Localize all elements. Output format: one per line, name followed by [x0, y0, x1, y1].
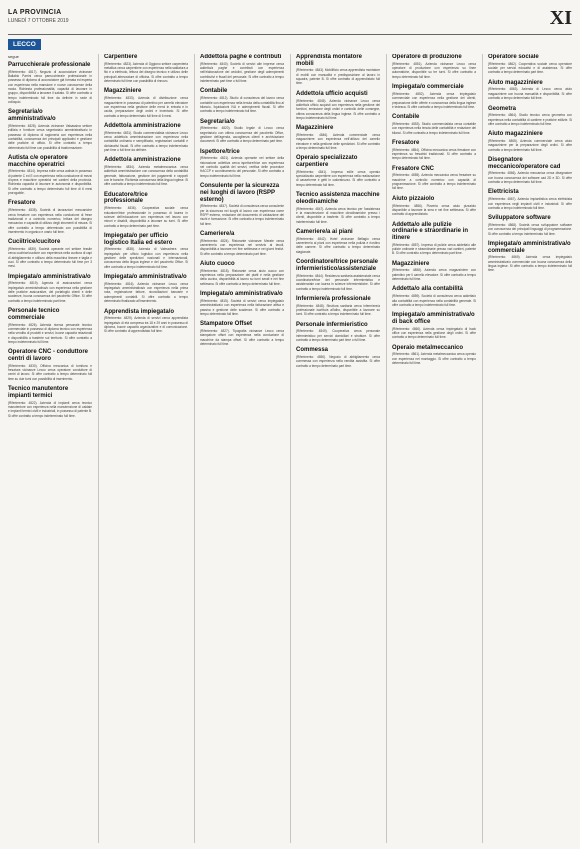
listing-column [290, 54, 380, 843]
job-ad [104, 54, 188, 83]
job-ad [200, 149, 284, 178]
job-description: (Riferimento: 4815). Società di servizi cerca impiegata/o amministrativa/o con esperienza nella fatturazione attiva e passiva e gestione delle scadenze. Si offre contratto a tempo determinato full time. [200, 298, 284, 316]
job-description: (Riferimento: 4855). Azienda meccanica cerca fresatore su macchine a controllo numerico con capacità di programmazione. Si offre contratto a tempo indeterminato full time. [392, 173, 476, 191]
job-ad [392, 261, 476, 282]
job-description: (Riferimento: 4823). Azienda di Oggiono settore carpenteria metallica cerca carpentiere con esperienza nella saldatura a filo e a elettrodo, lettura del disegno tecnico e utilizzo delle principali attrezzature di officina. Si offre contratto a tempo determinato full time con possibilità di rinnovo. [104, 61, 188, 84]
listing-column [98, 54, 188, 843]
job-title: Addetto/a ufficio acquisti [296, 90, 368, 97]
job-title: Operaio metalmeccanico [392, 344, 464, 351]
job-ad [296, 322, 380, 343]
job-ad [296, 347, 380, 368]
job-ad [392, 166, 476, 191]
job-title: Operaio specializzato carpentiere [296, 155, 358, 169]
job-title: Segretaria/o [200, 118, 235, 125]
job-description: (Riferimento: 4854). Officina meccanica cerca fresatore con esperienza su fresatrici tradizionali. Si offre contratto a tempo determinato full time. [392, 147, 476, 161]
job-title: Educatore/trice professionale [104, 191, 148, 205]
job-ad [392, 140, 476, 161]
job-title: Impiegata/o amministrativa/o commerciale [488, 240, 571, 254]
job-title: Fresatore CNC [392, 165, 435, 172]
job-title: Stampatore Offset [200, 321, 253, 328]
job-title: Addetta/o alla contabilità [392, 286, 464, 293]
job-title: Aiuto cuoco [200, 261, 235, 268]
job-ad [8, 155, 92, 196]
job-description: (Riferimento: 4819). Agenzia di assicurazioni cerca impiegata/o amministrativa/o con esperienza nella gestione delle pratiche assicurative, del portafoglio clienti e delle scadenze, buona conoscenza del pacchetto Office. Si offre contratto a tempo indeterminato part time. [8, 281, 92, 303]
job-description: (Riferimento: 4852). Azienda cerca impiegata/o commerciale con esperienza nella gestione dei clienti, preparazione delle offerte e conoscenza della lingua inglese e tedesca. Si offre contratto a tempo indeterminato full time. [392, 91, 476, 109]
job-listings [8, 54, 572, 843]
job-ad [8, 274, 92, 303]
job-description: (Riferimento: 4861). Azienda metalmeccanica cerca operaio con esperienza nel montaggio. Si offre contratto a tempo determinato full time. [392, 352, 476, 366]
job-description: (Riferimento: 4851). Azienda vicinanze Lecco cerca operatore di produzione con esperienza su linee automatiche, disponibile su tre turni. Si offre contratto a tempo determinato full time. [392, 61, 476, 79]
job-description: (Riferimento: 4846). Azienda commerciale cerca magazziniere con esperienza nell'utilizzo del carrello elevatore e nella gestione delle spedizioni. Si offre contratto a tempo determinato full time. [296, 132, 380, 150]
job-description: (Riferimento: 4837). Società di consulenza cerca consulente per la sicurezza nei luoghi di lavoro con esperienza come RSPP esterno, redazione del documento di valutazione dei rischi e formazione. Si offre contratto a tempo indeterminato full time. [200, 204, 284, 226]
job-title: Magazziniere [296, 125, 334, 132]
job-description: (Riferimento: 4833). Azienda di distribuzione cerca magazziniere in possesso di patentino per carrello elevatore con esperienza nella gestione delle merci in entrata e in uscita, preparazione degli ordini e inventario. Si offre contratto a tempo determinato full time di 6 mesi. [104, 96, 188, 118]
job-ad [200, 119, 284, 144]
job-title: Impiegata/o amministrativa/o [8, 273, 91, 280]
job-description: (Riferimento: 4839). Società operante nel settore tessile cerca cucitrice/cucitore con esperienza nella cucitura di capi di abbigliamento e utilizzo della macchina lineare e taglia e cuci. Si offre contratto a tempo determinato full time per 3 mesi. [8, 246, 92, 269]
job-description: (Riferimento: 4838). Azienda di Valmadrera cerca impiegata/o per ufficio logistico con esperienza nella gestione delle spedizioni nazionali e internazionali, conoscenza della lingua inglese e del pacchetto Office. Si offre contratto a tempo indeterminato full time. [104, 247, 188, 269]
job-title: Commessa [296, 347, 329, 354]
job-ad [104, 157, 188, 186]
job-ad [488, 106, 572, 127]
job-description: (Riferimento: 4867). Azienda impiantistica cerca elettricista con esperienza negli impianti civili e industriali. Si offre contratto a tempo indeterminato full time. [488, 197, 572, 210]
job-title: Personale infermieristico [296, 321, 368, 328]
job-ad [488, 215, 572, 236]
section-tab: LECCO [8, 39, 41, 50]
job-title: Autista c/e operatore macchine operatrici [8, 154, 68, 168]
job-title: Cameriere/a [200, 230, 235, 237]
job-description: (Riferimento: 4828). Azienda vicinanze Valsassina settore edilizia e forniture cerca segretaria/o amministrativa/o in possesso di diploma di ragioneria con esperienza nella contabilità, conoscenza dei principali applicativi e gestione delle pratiche di ufficio. Si offre contratto a tempo determinato full time con possibilità di trasformazione. [8, 123, 92, 150]
job-title: Ispettore/trice [200, 148, 240, 155]
job-description: (Riferimento: 4821). Azienda operante nel settore della ristorazione collettiva cerca ispettore/trice con esperienza nel controllo qualità dei servizi, verifica delle procedure HACCP e coordinamento del personale. Si offre contratto a tempo indeterminato full time. [200, 156, 284, 178]
job-ad [8, 308, 92, 344]
publication-name: LA PROVINCIA [8, 9, 62, 16]
job-title: Operatore di produzione [392, 54, 462, 60]
job-title: Consulente per la sicurezza nei luoghi di lavoro (RSPP esterno) [200, 183, 280, 203]
listing-column [8, 54, 92, 843]
page-number: XI [549, 7, 572, 29]
job-ad [392, 84, 476, 109]
job-ad [104, 192, 188, 228]
job-ad [296, 192, 380, 224]
job-title: Aiuto magazziniere [488, 79, 543, 86]
job-description: (Riferimento: 4865). Azienda commerciale cerca aiuto magazziniere per la preparazione degli ordini. Si offre contratto a tempo determinato full time. [488, 138, 572, 152]
job-ad [104, 123, 188, 152]
job-title: Disegnatore meccanico/operatore cad [488, 157, 561, 170]
job-title: Cuciitrice/cucitore [8, 239, 61, 246]
job-title: Addetto/a amministrazione [104, 157, 181, 164]
job-ad [8, 386, 92, 418]
job-ad [200, 321, 284, 346]
job-title: Carpentiere [104, 54, 138, 60]
job-ad [296, 125, 380, 150]
job-description: (Riferimento: 4830). Officina meccanica di tornitura e fresatura vicinanze Lecco cerca operatore conduttore di centri di lavoro. Si offre contratto a tempo determinato full time su due turni con possibilità di inserimento. [8, 363, 92, 381]
job-title: Addetta/o alle pulizie ordinarie e straordinarie in itinere [392, 221, 469, 241]
job-ad [8, 349, 92, 381]
job-ad [200, 291, 284, 316]
job-title: Addetto/a paghe e contributi [200, 54, 282, 60]
job-ad [104, 233, 188, 269]
job-description: (Riferimento: 4844). Residenza sanitaria assistenziale cerca coordinatore/trice del personale infermieristico e assistenziale con laurea in scienze infermieristiche. Si offre contratto a tempo indeterminato full time. [296, 273, 380, 291]
job-title: Aiuto pizzaiolo [392, 195, 435, 202]
job-ad [8, 239, 92, 268]
job-ad [488, 241, 572, 273]
publication-date: LUNEDÌ 7 OTTOBRE 2019 [8, 18, 69, 24]
job-ad [8, 62, 92, 104]
job-ad [296, 229, 380, 254]
job-ad [488, 157, 572, 184]
job-ad [392, 222, 476, 256]
job-description: (Riferimento: 4829). Azienda di servizi cerca apprendista impiegata/o di età compresa tra 18 e 29 anni in possesso di diploma, buone capacità organizzative e di comunicazione. Si offre contratto di apprendistato full time. [104, 316, 188, 334]
job-title: Apprendista impiegata/o [104, 308, 175, 315]
job-title: Cameriere/a ai piani [296, 228, 353, 235]
job-ad [8, 109, 92, 150]
job-description: (Riferimento: 4847). Azienda cerca tecnico per l'assistenza e la manutenzione di macchine oleodinamiche presso i clienti, disponibile a trasferte. Si offre contratto a tempo indeterminato full time. [296, 206, 380, 224]
listing-column [194, 54, 284, 843]
job-title: Impiegata/o amministrativa/o di back office [392, 312, 475, 325]
job-ad [392, 286, 476, 307]
job-title: Tecnico manutentore impianti termici [8, 386, 69, 399]
job-description: (Riferimento: 4866). Azienda meccanica cerca disegnatore con buona conoscenza dei software cad 2D e 3D. Si offre contratto a tempo determinato full time. [488, 171, 572, 185]
job-title: Operatore CNC - conduttore centri di lavoro [8, 349, 89, 362]
job-ad [296, 155, 380, 187]
continued-label: segue [8, 54, 19, 59]
job-title: Coordinatore/trice personale infermieristico/assistenziale [296, 259, 379, 272]
job-description: (Riferimento: 4834). Azienda metalmeccanica cerca addetto/a amministrazione con conoscenza della contabilità generale, fatturazione, gestione dei pagamenti e rapporti con le banche. Richiesta conoscenza della lingua inglese. Si offre contratto a tempo indeterminato full time. [104, 165, 188, 187]
job-description: (Riferimento: 4864). Studio tecnico cerca geometra con esperienza nella contabilità di cantiere e pratiche edilizie. Si offre contratto a tempo indeterminato full time. [488, 113, 572, 126]
job-description: (Riferimento: 4831). Studio commercialista vicinanze Lecco cerca addetto/a amministrazione con esperienza nella contabilità ordinaria e semplificata, registrazioni contabili e dichiarativi fiscali. Si offre contratto a tempo indeterminato part time o full time da definire. [104, 130, 188, 152]
job-description: (Riferimento: 4812). Studio di consulenza del lavoro cerca contabile con esperienza nella tenuta della contabilità fino al bilancio, liquidazioni IVA e adempimenti fiscali. Si offre contratto a tempo indeterminato full time. [200, 96, 284, 114]
job-ad [104, 309, 188, 334]
job-title: Impiegata/o per ufficio logistico Italia ed estero [104, 232, 173, 246]
job-description: (Riferimento: 4850). Negozio di abbigliamento cerca commessa con esperienza nella vendita assistita. Si offre contratto a tempo determinato part time. [296, 355, 380, 368]
job-ad [392, 114, 476, 135]
masthead [8, 4, 572, 35]
job-description: (Riferimento: 4827). Tipografia vicinanze Lecco cerca stampatore offset con esperienza nella conduzione di macchine da stampa offset. Si offre contratto a tempo determinato full time. [200, 328, 284, 346]
job-ad [392, 54, 476, 79]
job-title: Contabile [200, 88, 228, 95]
job-ad [296, 91, 380, 120]
job-title: Aiuto magazziniere [488, 131, 543, 138]
job-ad [104, 274, 188, 303]
job-description: (Riferimento: 4836). Cooperativa sociale cerca educatore/trice professionale in possesso di laurea in scienze dell'educazione con esperienza nel lavoro con minori e disabili, disponibilità a lavorare su turni. Si offre contratto a tempo determinato part time. [104, 206, 188, 228]
job-title: Addetto/a amministrazione [104, 122, 181, 129]
job-title: Apprendista montatore mobili [296, 54, 363, 67]
job-ad [104, 88, 188, 117]
job-description: (Riferimento: 4856). Pizzeria cerca aiuto pizzaiolo disponibile a lavorare la sera e nei fine settimana. Si offre contratto di apprendistato. [392, 203, 476, 217]
job-ad [392, 345, 476, 366]
job-description: (Riferimento: 4840). Società di servizi alle imprese cerca addetto/a paghe e contributi con esperienza nell'elaborazione dei cedolini, gestione degli adempimenti contributivi e fiscali del personale. Si offre contratto a tempo indeterminato part time o full time. [200, 61, 284, 84]
job-description: (Riferimento: 4868). Società cerca sviluppatore software con conoscenza dei principali linguaggi di programmazione. Si offre contratto a tempo indeterminato full time. [488, 222, 572, 236]
job-description: (Riferimento: 4814). Impresa edile cerca autista in possesso di patente C ed E con esperienza nella conduzione di mezzi d'opera e macchine operatrici nei cantieri della provincia. Richiesta capacità di lavorare in autonomia e disponibilità. Si offre contratto a tempo determinato full time di 6 mesi prorogabile. [8, 169, 92, 196]
job-ad [296, 259, 380, 291]
job-title: Fresatore [8, 200, 36, 207]
listing-column [386, 54, 476, 843]
job-ad [488, 54, 572, 75]
job-title: Magazziniere [104, 88, 142, 95]
job-title: Fresatore [392, 139, 420, 146]
job-ad [8, 200, 92, 234]
job-description: (Riferimento: 4826). Azienda ricerca personale tecnico commerciale in possesso di diploma tecnico con esperienza nella vendita di prodotti e servizi, buone capacità relazionali e disponibilità a trasferte sul territorio. Si offre contratto a tempo indeterminato full time. [8, 322, 92, 344]
job-title: Infermiere/a professionale [296, 295, 371, 302]
listing-column [482, 54, 572, 843]
job-ad [392, 312, 476, 339]
job-description: (Riferimento: 4842). Hotel vicinanze Bellagio cerca cameriere/a ai piani con esperienza nella pulizia e riordino delle camere. Si offre contratto a tempo determinato stagionale. [296, 236, 380, 254]
job-title: Sviluppatore software [488, 215, 551, 222]
job-title: Geometra [488, 105, 517, 112]
job-title: Tecnico assistenza macchine oleodinamiche [296, 192, 380, 205]
job-description: (Riferimento: 4843). Mobilificio cerca apprendista montatore di mobili con manualità e predisposizione al lavoro in squadra, patente B. Si offre contratto di apprendistato full time. [296, 68, 380, 86]
job-description: (Riferimento: 4863). Azienda di Lecco cerca aiuto magazziniere con buona manualità e disponibilità. Si offre contratto a tempo determinato full time. [488, 87, 572, 101]
job-description: (Riferimento: 4849). Cooperativa cerca personale infermieristico per servizi domiciliari e strutture. Si offre contratto a tempo determinato part time o full time. [296, 329, 380, 343]
job-description: (Riferimento: 4869). Azienda cerca impiegata/o amministrativa/o commerciale con buona conoscenza della lingua inglese. Si offre contratto a tempo indeterminato full time. [488, 255, 572, 273]
job-ad [200, 88, 284, 113]
job-title: Segretaria/o amministrativa/o [8, 109, 56, 123]
job-title: Impiegata/o amministrativa/o [104, 274, 187, 281]
job-ad [296, 296, 380, 317]
job-ad [200, 261, 284, 286]
job-description: (Riferimento: 4835). Società di lavorazioni meccaniche cerca fresatore con esperienza nella conduzione di frese tradizionali e a controllo numerico, lettura del disegno meccanico e capacità di utilizzo degli strumenti di misura. Si offre contratto a tempo determinato con possibilità di inserimento in organico e orario full time. [8, 208, 92, 234]
job-description: (Riferimento: 4824). Ristorante vicinanze Merate cerca cameriere/a con esperienza nel servizio ai tavoli, disponibilità a lavorare nei fine settimana e nei giorni festivi. Si offre contratto a tempo determinato part time. [200, 238, 284, 256]
job-description: (Riferimento: 4848). Struttura sanitaria cerca infermiere/a professionale iscritto/a all'albo, disponibile a lavorare su turni. Si offre contratto a tempo indeterminato full time. [296, 303, 380, 317]
job-title: Magazziniere [392, 260, 430, 267]
job-description: (Riferimento: 4820). Studio legale di Lecco cerca segretaria/o con ottima conoscenza del pacchetto Office, gestione dell'agenda, accoglienza clienti e archiviazione documenti. Si offre contratto a tempo determinato part time. [200, 126, 284, 144]
job-ad [296, 54, 380, 86]
job-description: (Riferimento: 4857). Impresa di pulizie cerca addetta/o alle pulizie ordinarie e straordinarie presso vari cantieri, patente B. Si offre contratto a tempo determinato part time. [392, 242, 476, 256]
job-ad [488, 189, 572, 210]
job-ad [488, 80, 572, 101]
job-description: (Riferimento: 4822). Azienda di impianti cerca tecnico manutentore con esperienza nella manutenzione di caldaie e impianti termici civili e industriali, in possesso di patente B. Si offre contratto a tempo indeterminato full time. [8, 400, 92, 418]
job-description: (Riferimento: 4816). Azienda vicinanze Lecco cerca impiegata/o amministrativa/o con esperienza nella prima nota, registrazione fatture, riconciliazioni bancarie e adempimenti contabili. Si offre contratto a tempo determinato finalizzato all'inserimento. [104, 281, 188, 304]
job-title: Contabile [392, 114, 420, 121]
job-description: (Riferimento: 4862). Cooperativa sociale cerca operatore sociale per servizi educativi e di assistenza. Si offre contratto a tempo determinato part time. [488, 61, 572, 75]
job-title: Parrucchiera/e professionale [8, 62, 91, 68]
job-ad [200, 54, 284, 83]
job-description: (Riferimento: 4817). Negozio di acconciature vicinanze Ballabio Parrini cerca parrucchiera/e professionale in possesso di diploma di acconciatore già formata ed esperta con esperienza nella mansione e nuove conoscenze della moda. Richiesta professionalità, capacità di lavorare in gruppo, disponibilità a lavorare il sabato. Si offre contratto a tempo indeterminato full time da definire in sede di colloquio. [8, 69, 92, 105]
job-description: (Riferimento: 4818). Ristorante cerca aiuto cuoco con esperienza nella preparazione dei piatti e nella gestione della cucina, disponibilità al lavoro su turni serali e nei fine settimana. Si offre contratto a tempo determinato full time. [200, 268, 284, 286]
job-description: (Riferimento: 4853). Studio commercialista cerca contabile con esperienza nella tenuta delle contabilità e redazione dei bilanci. Si offre contratto a tempo indeterminato full time. [392, 121, 476, 135]
job-title: Operatore sociale [488, 54, 539, 60]
job-description: (Riferimento: 4858). Azienda cerca magazziniere con patentino per il carrello elevatore. Si offre contratto a tempo determinato full time. [392, 268, 476, 282]
job-title: Elettricista [488, 189, 519, 196]
job-description: (Riferimento: 4845). Azienda vicinanze Lecco cerca addetto/a ufficio acquisti con esperienza nella gestione dei fornitori, emissione degli ordini e controllo delle consegne, ottima conoscenza della lingua inglese. Si offre contratto a tempo indeterminato full time. [296, 98, 380, 120]
job-title: Personale tecnico commerciale [8, 308, 60, 321]
job-description: (Riferimento: 4859). Società di consulenza cerca addetta/o alla contabilità con esperienza nella contabilità generale. Si offre contratto a tempo indeterminato full time. [392, 294, 476, 307]
job-description: (Riferimento: 4860). Azienda cerca impiegata/o di back office con esperienza nella gestione degli ordini. Si offre contratto a tempo determinato full time. [392, 326, 476, 340]
job-description: (Riferimento: 4841). Impresa edile cerca operaio specializzato carpentiere con esperienza nella realizzazione di casseforme e getti in calcestruzzo. Si offre contratto a tempo determinato full time. [296, 169, 380, 187]
job-ad [488, 131, 572, 152]
job-ad [200, 183, 284, 226]
job-title: Impiegata/o amministrativa/o [200, 291, 283, 298]
job-title: Impiegata/o commerciale [392, 84, 464, 91]
job-ad [392, 196, 476, 217]
job-ad [200, 231, 284, 256]
